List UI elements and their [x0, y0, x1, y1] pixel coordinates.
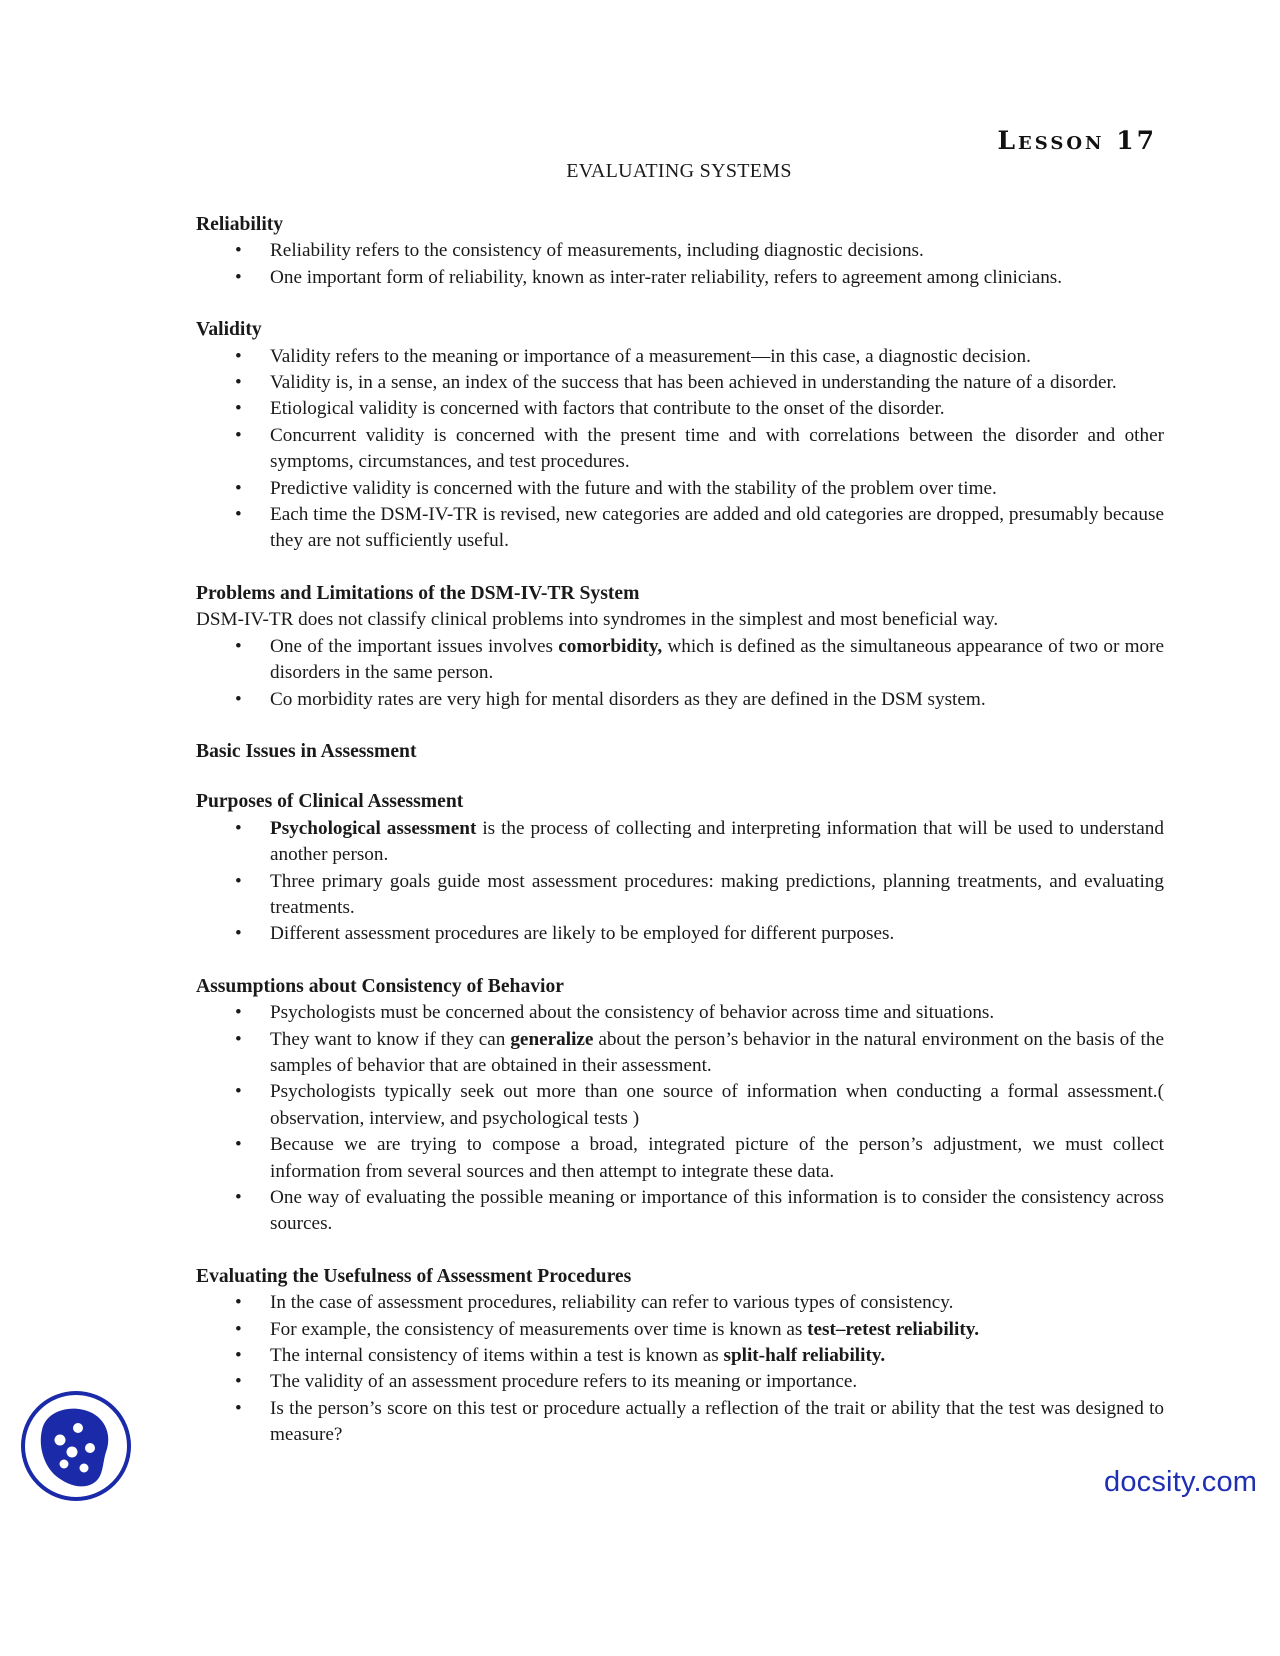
- bullet-text: which is defined as the simultaneous appearance of two or more disorders in the same person.: [270, 635, 1164, 684]
- bullet-item: [196, 816, 1164, 869]
- bullet-item: [196, 921, 1164, 947]
- bullet-item: [196, 1290, 1164, 1316]
- document-body: [196, 212, 1164, 1475]
- bullet-item: [196, 1132, 1164, 1185]
- bullet-item: [196, 1000, 1164, 1026]
- bullet-text: Validity refers to the meaning or importance of a measurement—in this case, a diagnostic decision.: [270, 345, 1031, 367]
- bullet-item: [196, 1027, 1164, 1080]
- bullet-list: [196, 634, 1164, 713]
- bullet-item: [196, 502, 1164, 555]
- bullet-item: [196, 344, 1164, 370]
- section-heading: Problems and Limitations of the DSM-IV-TR System: [196, 582, 640, 604]
- bullet-item: [196, 1079, 1164, 1132]
- section-intro: DSM-IV-TR does not classify clinical problems into syndromes in the simplest and most beneficial way.: [196, 609, 999, 631]
- section-heading: Basic Issues in Assessment: [196, 740, 417, 762]
- bullet-text: Different assessment procedures are likely to be employed for different purposes.: [270, 923, 895, 945]
- section: [196, 789, 1164, 947]
- bullet-text: Psychologists must be concerned about the consistency of behavior across time and situations.: [270, 1002, 995, 1024]
- bullet-item: [196, 370, 1164, 396]
- section: [196, 739, 1164, 765]
- lesson-label: Lesson 17: [997, 126, 1157, 155]
- page-title: EVALUATING SYSTEMS: [566, 160, 792, 182]
- docsity-watermark[interactable]: docsity.com: [1104, 1466, 1258, 1498]
- section: [196, 581, 1164, 713]
- bullet-text: Predictive validity is concerned with the future and with the stability of the problem over time.: [270, 477, 997, 499]
- bullet-item: [196, 423, 1164, 476]
- bullet-item: [196, 396, 1164, 422]
- bullet-text: about the person’s behavior in the natural environment on the basis of the samples of behavior that are obtained in their assessment.: [270, 1028, 1164, 1076]
- bullet-text: Reliability refers to the consistency of measurements, including diagnostic decisions.: [270, 240, 924, 262]
- bullet-text: Psychologists typically seek out more than one source of information when conducting a formal assessment.( observation, interview, and psychological tests ): [270, 1081, 1164, 1129]
- bullet-list: [196, 1290, 1164, 1448]
- bullet-item: [196, 238, 1164, 264]
- bullet-text: is the process of collecting and interpreting information that will be used to understand another person.: [270, 817, 1164, 866]
- key-term: test–retest reliability.: [807, 1318, 980, 1340]
- bullet-item: [196, 476, 1164, 502]
- bullet-item: [196, 1369, 1164, 1395]
- key-term: split-half reliability.: [723, 1345, 886, 1367]
- bullet-text: Is the person’s score on this test or procedure actually a reflection of the trait or ability that the test was designed to measure?: [270, 1397, 1164, 1446]
- bullet-item: [196, 1317, 1164, 1343]
- bullet-text: For example, the consistency of measurements over time is known as: [270, 1318, 808, 1340]
- section: [196, 974, 1164, 1238]
- section-heading: Assumptions about Consistency of Behavior: [196, 975, 564, 997]
- bullet-text: Concurrent validity is concerned with the present time and with correlations between the disorder and other symptoms, circumstances, and test procedures.: [270, 424, 1164, 473]
- bullet-item: [196, 1185, 1164, 1238]
- bullet-text: Three primary goals guide most assessment procedures: making predictions, planning treatments, and evaluating treatments.: [270, 870, 1164, 918]
- bullet-text: Each time the DSM-IV-TR is revised, new categories are added and old categories are dropped, presumably because they are not sufficiently useful.: [270, 504, 1164, 552]
- bullet-item: [196, 634, 1164, 687]
- bullet-item: [196, 869, 1164, 922]
- bullet-text: Validity is, in a sense, an index of the success that has been achieved in understanding the nature of a disorder.: [270, 372, 1117, 394]
- bullet-text: In the case of assessment procedures, reliability can refer to various types of consistency.: [270, 1292, 954, 1314]
- key-term: Psychological assessment: [270, 817, 477, 839]
- bullet-text: Etiological validity is concerned with factors that contribute to the onset of the disorder.: [270, 398, 945, 420]
- bullet-item: [196, 1343, 1164, 1369]
- bullet-text: One way of evaluating the possible meaning or importance of this information is to consider the consistency across sources.: [270, 1187, 1164, 1235]
- section: [196, 317, 1164, 555]
- bullet-text: Co morbidity rates are very high for mental disorders as they are defined in the DSM system.: [270, 688, 986, 710]
- key-term: comorbidity,: [558, 635, 663, 657]
- bullet-item: [196, 687, 1164, 713]
- docsity-logo-icon[interactable]: [20, 1390, 132, 1502]
- bullet-text: The validity of an assessment procedure refers to its meaning or importance.: [270, 1371, 858, 1393]
- key-term: generalize: [510, 1028, 594, 1050]
- bullet-list: [196, 1000, 1164, 1238]
- bullet-text: One of the important issues involves: [270, 635, 559, 657]
- section: [196, 1264, 1164, 1449]
- bullet-list: [196, 816, 1164, 948]
- section-heading: Purposes of Clinical Assessment: [196, 791, 464, 813]
- section-heading: Reliability: [196, 214, 284, 235]
- bullet-text: The internal consistency of items within a test is known as: [270, 1345, 724, 1367]
- bullet-text: They want to know if they can: [270, 1028, 511, 1050]
- bullet-item: [196, 1396, 1164, 1449]
- bullet-text: One important form of reliability, known as inter-rater reliability, refers to agreement among clinicians.: [270, 266, 1063, 288]
- bullet-item: [196, 265, 1164, 291]
- bullet-list: [196, 344, 1164, 555]
- section: [196, 212, 1164, 291]
- bullet-text: Because we are trying to compose a broad, integrated picture of the person’s adjustment, we must collect information from several sources and then attempt to integrate these data.: [270, 1134, 1164, 1182]
- bullet-list: [196, 238, 1164, 291]
- section-heading: Validity: [196, 319, 262, 341]
- section-heading: Evaluating the Usefulness of Assessment Procedures: [196, 1265, 632, 1287]
